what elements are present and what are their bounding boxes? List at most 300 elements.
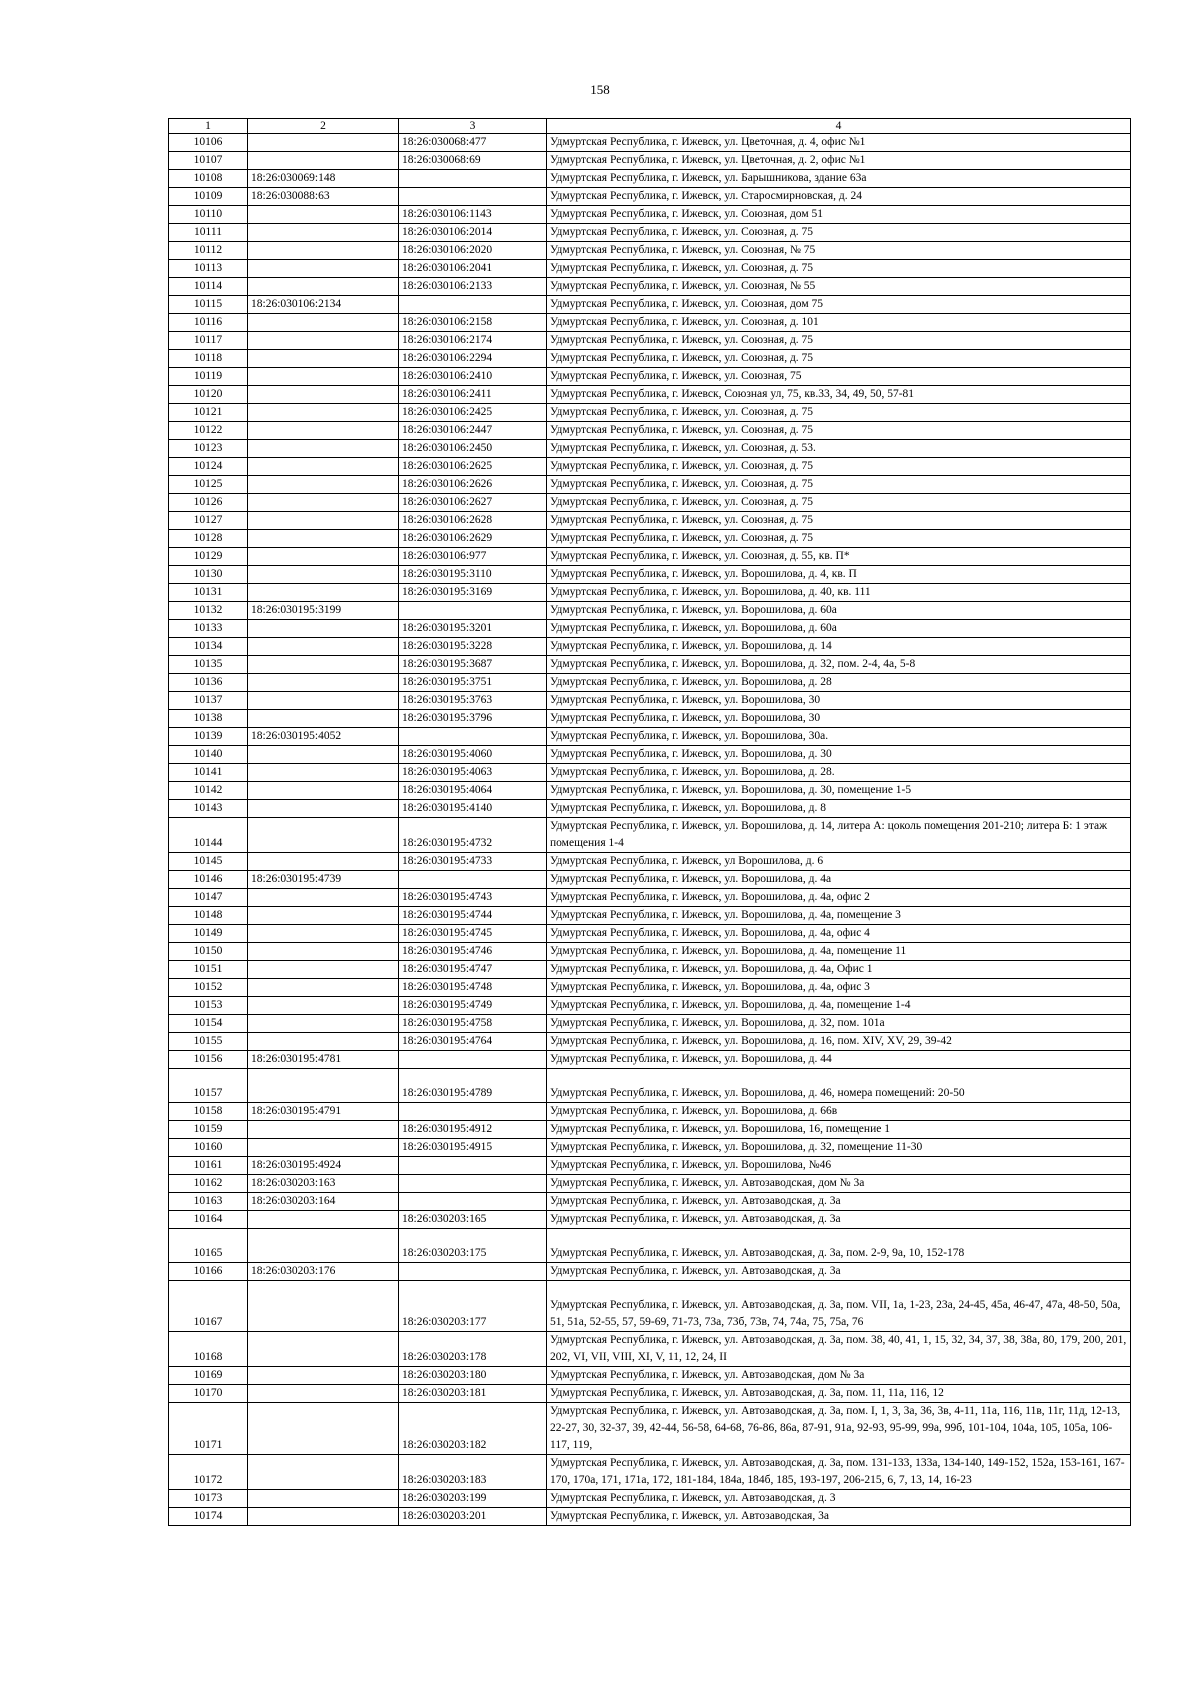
table-row xyxy=(169,1103,1131,1121)
table-row xyxy=(169,853,1131,871)
table-row xyxy=(169,548,1131,566)
row-number: 10114 xyxy=(169,278,248,296)
address: Удмуртская Республика, г. Ижевск, ул. Союзная, д. 75 xyxy=(547,260,1131,278)
cadastral-number-building xyxy=(248,314,399,332)
cadastral-number-building xyxy=(248,692,399,710)
table-row xyxy=(169,566,1131,584)
table-row xyxy=(169,620,1131,638)
cadastral-number-building xyxy=(248,260,399,278)
table-row xyxy=(169,1385,1131,1403)
cadastral-number-premises: 18:26:030195:4912 xyxy=(399,1121,547,1139)
table-row xyxy=(169,1403,1131,1455)
cadastral-number-premises: 18:26:030106:1143 xyxy=(399,206,547,224)
cadastral-number-building xyxy=(248,566,399,584)
cadastral-number-premises: 18:26:030068:69 xyxy=(399,152,547,170)
cadastral-number-building: 18:26:030106:2134 xyxy=(248,296,399,314)
table-row xyxy=(169,1332,1131,1367)
table-row xyxy=(169,746,1131,764)
table-row xyxy=(169,961,1131,979)
address: Удмуртская Республика, г. Ижевск, ул. Союзная, д. 55, кв. П* xyxy=(547,548,1131,566)
cadastral-number-building xyxy=(248,710,399,728)
table-row xyxy=(169,242,1131,260)
cadastral-number-premises: 18:26:030195:4063 xyxy=(399,764,547,782)
address: Удмуртская Республика, г. Ижевск, ул. Ворошилова, д. 66в xyxy=(547,1103,1131,1121)
row-number: 10123 xyxy=(169,440,248,458)
cadastral-number-premises: 18:26:030195:3763 xyxy=(399,692,547,710)
address: Удмуртская Республика, г. Ижевск, ул. Автозаводская, д. 3а, пом. 38, 40, 41, 1, 15, 32, 34, 37, 38, 38а, 80, 179, 200, 201, 202, VI, VII, VIII, XI, V, 11, 12, 24, II xyxy=(547,1332,1131,1367)
address: Удмуртская Республика, г. Ижевск, ул. Союзная, № 75 xyxy=(547,242,1131,260)
cadastral-number-premises: 18:26:030195:4748 xyxy=(399,979,547,997)
cadastral-number-premises: 18:26:030106:2133 xyxy=(399,278,547,296)
row-number: 10139 xyxy=(169,728,248,746)
table-row xyxy=(169,1033,1131,1051)
cadastral-number-premises: 18:26:030106:2628 xyxy=(399,512,547,530)
address: Удмуртская Республика, г. Ижевск, ул Ворошилова, д. 6 xyxy=(547,853,1131,871)
cadastral-number-building xyxy=(248,548,399,566)
cadastral-number-premises xyxy=(399,188,547,206)
row-number: 10149 xyxy=(169,925,248,943)
row-number: 10145 xyxy=(169,853,248,871)
row-number: 10165 xyxy=(169,1229,248,1263)
address: Удмуртская Республика, г. Ижевск, ул. Союзная, 75 xyxy=(547,368,1131,386)
address: Удмуртская Республика, г. Ижевск, ул. Союзная, д. 75 xyxy=(547,530,1131,548)
cadastral-number-premises: 18:26:030203:181 xyxy=(399,1385,547,1403)
cadastral-number-premises: 18:26:030106:2627 xyxy=(399,494,547,512)
cadastral-number-building xyxy=(248,404,399,422)
cadastral-number-building xyxy=(248,224,399,242)
address: Удмуртская Республика, г. Ижевск, ул. Ворошилова, д. 4а, помещение 11 xyxy=(547,943,1131,961)
header-col-1: 1 xyxy=(169,119,248,134)
cadastral-number-premises xyxy=(399,1051,547,1069)
cadastral-number-building xyxy=(248,674,399,692)
cadastral-number-building xyxy=(248,979,399,997)
cadastral-number-premises xyxy=(399,1175,547,1193)
cadastral-number-building: 18:26:030195:4052 xyxy=(248,728,399,746)
row-number: 10148 xyxy=(169,907,248,925)
cadastral-number-premises xyxy=(399,296,547,314)
cadastral-number-premises xyxy=(399,170,547,188)
cadastral-number-premises: 18:26:030203:165 xyxy=(399,1211,547,1229)
cadastral-number-building xyxy=(248,206,399,224)
cadastral-number-building: 18:26:030195:4924 xyxy=(248,1157,399,1175)
cadastral-number-premises xyxy=(399,728,547,746)
cadastral-number-building xyxy=(248,440,399,458)
row-number: 10129 xyxy=(169,548,248,566)
row-number: 10155 xyxy=(169,1033,248,1051)
table-row xyxy=(169,278,1131,296)
row-number: 10133 xyxy=(169,620,248,638)
table-row xyxy=(169,332,1131,350)
cadastral-number-building xyxy=(248,1211,399,1229)
table-row xyxy=(169,584,1131,602)
cadastral-number-building xyxy=(248,134,399,152)
row-number: 10121 xyxy=(169,404,248,422)
address: Удмуртская Республика, г. Ижевск, ул. Ворошилова, д. 4а, помещение 1-4 xyxy=(547,997,1131,1015)
row-number: 10140 xyxy=(169,746,248,764)
address: Удмуртская Республика, г. Ижевск, ул. Ворошилова, д. 14, литера А: цоколь помещения 201-210; литера Б: 1 этаж помещения 1-4 xyxy=(547,818,1131,853)
row-number: 10170 xyxy=(169,1385,248,1403)
cadastral-number-premises: 18:26:030195:3796 xyxy=(399,710,547,728)
cadastral-number-premises: 18:26:030195:4064 xyxy=(399,782,547,800)
cadastral-number-premises: 18:26:030203:199 xyxy=(399,1490,547,1508)
table-row xyxy=(169,782,1131,800)
address: Удмуртская Республика, г. Ижевск, ул. Союзная, д. 53. xyxy=(547,440,1131,458)
address: Удмуртская Республика, г. Ижевск, ул. Ворошилова, д. 14 xyxy=(547,638,1131,656)
cadastral-number-premises: 18:26:030195:4745 xyxy=(399,925,547,943)
table-row xyxy=(169,889,1131,907)
table-row xyxy=(169,818,1131,853)
address: Удмуртская Республика, г. Ижевск, ул. Автозаводская, д. 3а xyxy=(547,1193,1131,1211)
table-row xyxy=(169,907,1131,925)
row-number: 10137 xyxy=(169,692,248,710)
address: Удмуртская Республика, г. Ижевск, ул. Ворошилова, №46 xyxy=(547,1157,1131,1175)
row-number: 10151 xyxy=(169,961,248,979)
row-number: 10157 xyxy=(169,1069,248,1103)
address: Удмуртская Республика, г. Ижевск, ул. Союзная, д. 75 xyxy=(547,476,1131,494)
cadastral-number-building xyxy=(248,476,399,494)
cadastral-number-premises: 18:26:030195:4140 xyxy=(399,800,547,818)
table-row xyxy=(169,404,1131,422)
cadastral-number-building xyxy=(248,782,399,800)
cadastral-number-building xyxy=(248,1139,399,1157)
cadastral-number-building xyxy=(248,494,399,512)
address: Удмуртская Республика, г. Ижевск, ул. Союзная, д. 75 xyxy=(547,404,1131,422)
table-row xyxy=(169,170,1131,188)
row-number: 10125 xyxy=(169,476,248,494)
cadastral-number-premises xyxy=(399,1157,547,1175)
row-number: 10161 xyxy=(169,1157,248,1175)
row-number: 10143 xyxy=(169,800,248,818)
address: Удмуртская Республика, г. Ижевск, ул. Автозаводская, 3а xyxy=(547,1508,1131,1526)
table-row xyxy=(169,1367,1131,1385)
table-row xyxy=(169,188,1131,206)
table-row xyxy=(169,1015,1131,1033)
table-row xyxy=(169,386,1131,404)
cadastral-number-premises xyxy=(399,1263,547,1281)
cadastral-number-premises: 18:26:030203:180 xyxy=(399,1367,547,1385)
registry-table xyxy=(168,118,1131,1526)
address: Удмуртская Республика, г. Ижевск, ул. Ворошилова, д. 4а, Офис 1 xyxy=(547,961,1131,979)
row-number: 10112 xyxy=(169,242,248,260)
cadastral-number-building xyxy=(248,656,399,674)
cadastral-number-building xyxy=(248,961,399,979)
table-row xyxy=(169,134,1131,152)
cadastral-number-premises: 18:26:030195:3228 xyxy=(399,638,547,656)
row-number: 10156 xyxy=(169,1051,248,1069)
cadastral-number-building: 18:26:030195:3199 xyxy=(248,602,399,620)
address: Удмуртская Республика, г. Ижевск, ул. Автозаводская, дом № 3а xyxy=(547,1367,1131,1385)
cadastral-number-premises: 18:26:030195:3751 xyxy=(399,674,547,692)
table-row xyxy=(169,800,1131,818)
address: Удмуртская Республика, г. Ижевск, ул. Ворошилова, 30 xyxy=(547,710,1131,728)
address: Удмуртская Республика, г. Ижевск, ул. Ворошилова, д. 32, помещение 11-30 xyxy=(547,1139,1131,1157)
cadastral-number-building xyxy=(248,584,399,602)
cadastral-number-building xyxy=(248,620,399,638)
cadastral-number-premises: 18:26:030068:477 xyxy=(399,134,547,152)
cadastral-number-premises: 18:26:030106:2020 xyxy=(399,242,547,260)
table-row xyxy=(169,350,1131,368)
page-number: 158 xyxy=(590,82,610,97)
cadastral-number-premises: 18:26:030195:4733 xyxy=(399,853,547,871)
cadastral-number-premises: 18:26:030203:178 xyxy=(399,1332,547,1367)
row-number: 10122 xyxy=(169,422,248,440)
cadastral-number-premises: 18:26:030106:2411 xyxy=(399,386,547,404)
row-number: 10158 xyxy=(169,1103,248,1121)
row-number: 10144 xyxy=(169,818,248,853)
row-number: 10115 xyxy=(169,296,248,314)
cadastral-number-premises: 18:26:030195:4743 xyxy=(399,889,547,907)
address: Удмуртская Республика, г. Ижевск, ул. Ворошилова, д. 16, пом. XIV, XV, 29, 39-42 xyxy=(547,1033,1131,1051)
address: Удмуртская Республика, г. Ижевск, ул. Ворошилова, д. 4а, офис 3 xyxy=(547,979,1131,997)
row-number: 10166 xyxy=(169,1263,248,1281)
cadastral-number-building xyxy=(248,1121,399,1139)
row-number: 10142 xyxy=(169,782,248,800)
row-number: 10154 xyxy=(169,1015,248,1033)
cadastral-number-building xyxy=(248,746,399,764)
cadastral-number-building xyxy=(248,1332,399,1367)
table-row xyxy=(169,1508,1131,1526)
cadastral-number-premises: 18:26:030106:2158 xyxy=(399,314,547,332)
cadastral-number-building xyxy=(248,386,399,404)
cadastral-number-building xyxy=(248,1508,399,1526)
cadastral-number-premises: 18:26:030106:2174 xyxy=(399,332,547,350)
cadastral-number-premises: 18:26:030195:4758 xyxy=(399,1015,547,1033)
cadastral-number-building xyxy=(248,800,399,818)
address: Удмуртская Республика, г. Ижевск, ул. Ворошилова, 30 xyxy=(547,692,1131,710)
table-row xyxy=(169,997,1131,1015)
table-row xyxy=(169,674,1131,692)
row-number: 10171 xyxy=(169,1403,248,1455)
row-number: 10132 xyxy=(169,602,248,620)
cadastral-number-building: 18:26:030203:176 xyxy=(248,1263,399,1281)
row-number: 10174 xyxy=(169,1508,248,1526)
cadastral-number-building: 18:26:030203:164 xyxy=(248,1193,399,1211)
cadastral-number-building xyxy=(248,368,399,386)
row-number: 10169 xyxy=(169,1367,248,1385)
table-row xyxy=(169,458,1131,476)
address: Удмуртская Республика, г. Ижевск, ул. Ворошилова, д. 30, помещение 1-5 xyxy=(547,782,1131,800)
table-row xyxy=(169,152,1131,170)
cadastral-number-premises: 18:26:030195:4060 xyxy=(399,746,547,764)
cadastral-number-premises: 18:26:030106:977 xyxy=(399,548,547,566)
cadastral-number-building xyxy=(248,1367,399,1385)
cadastral-number-premises: 18:26:030106:2629 xyxy=(399,530,547,548)
address: Удмуртская Республика, г. Ижевск, ул. Ворошилова, д. 60а xyxy=(547,602,1131,620)
row-number: 10173 xyxy=(169,1490,248,1508)
address: Удмуртская Республика, г. Ижевск, ул. Союзная, д. 101 xyxy=(547,314,1131,332)
cadastral-number-premises: 18:26:030195:3201 xyxy=(399,620,547,638)
address: Удмуртская Республика, г. Ижевск, ул. Цветочная, д. 4, офис №1 xyxy=(547,134,1131,152)
cadastral-number-building xyxy=(248,350,399,368)
table-row xyxy=(169,602,1131,620)
table-row xyxy=(169,422,1131,440)
row-number: 10118 xyxy=(169,350,248,368)
cadastral-number-building: 18:26:030195:4781 xyxy=(248,1051,399,1069)
cadastral-number-building xyxy=(248,925,399,943)
cadastral-number-building xyxy=(248,1455,399,1490)
cadastral-number-premises: 18:26:030195:3169 xyxy=(399,584,547,602)
cadastral-number-premises: 18:26:030195:4747 xyxy=(399,961,547,979)
table-header-row xyxy=(169,119,1131,134)
row-number: 10117 xyxy=(169,332,248,350)
row-number: 10108 xyxy=(169,170,248,188)
cadastral-number-building xyxy=(248,638,399,656)
table-row xyxy=(169,1211,1131,1229)
address: Удмуртская Республика, г. Ижевск, ул. Ворошилова, д. 4а, офис 2 xyxy=(547,889,1131,907)
row-number: 10110 xyxy=(169,206,248,224)
table-row xyxy=(169,1121,1131,1139)
row-number: 10113 xyxy=(169,260,248,278)
row-number: 10141 xyxy=(169,764,248,782)
row-number: 10106 xyxy=(169,134,248,152)
table-row xyxy=(169,728,1131,746)
cadastral-number-building xyxy=(248,1385,399,1403)
row-number: 10124 xyxy=(169,458,248,476)
address: Удмуртская Республика, г. Ижевск, ул. Ворошилова, д. 30 xyxy=(547,746,1131,764)
table-row xyxy=(169,1193,1131,1211)
row-number: 10119 xyxy=(169,368,248,386)
cadastral-number-building xyxy=(248,853,399,871)
row-number: 10135 xyxy=(169,656,248,674)
address: Удмуртская Республика, г. Ижевск, ул. Автозаводская, д. 3а xyxy=(547,1211,1131,1229)
cadastral-number-building xyxy=(248,764,399,782)
address: Удмуртская Республика, г. Ижевск, Союзная ул, 75, кв.33, 34, 49, 50, 57-81 xyxy=(547,386,1131,404)
table-row xyxy=(169,1229,1131,1263)
cadastral-number-premises xyxy=(399,1193,547,1211)
address: Удмуртская Республика, г. Ижевск, ул. Союзная, д. 75 xyxy=(547,350,1131,368)
row-number: 10126 xyxy=(169,494,248,512)
table-row xyxy=(169,1490,1131,1508)
cadastral-number-premises: 18:26:030106:2447 xyxy=(399,422,547,440)
table-row xyxy=(169,494,1131,512)
cadastral-number-building xyxy=(248,1229,399,1263)
cadastral-number-premises: 18:26:030106:2041 xyxy=(399,260,547,278)
table-row xyxy=(169,1281,1131,1332)
table-row xyxy=(169,1051,1131,1069)
row-number: 10138 xyxy=(169,710,248,728)
row-number: 10172 xyxy=(169,1455,248,1490)
address: Удмуртская Республика, г. Ижевск, ул. Автозаводская, д. 3 xyxy=(547,1490,1131,1508)
address: Удмуртская Республика, г. Ижевск, ул. Союзная, д. 75 xyxy=(547,224,1131,242)
cadastral-number-premises: 18:26:030195:4746 xyxy=(399,943,547,961)
row-number: 10162 xyxy=(169,1175,248,1193)
cadastral-number-building xyxy=(248,278,399,296)
cadastral-number-premises: 18:26:030195:4744 xyxy=(399,907,547,925)
cadastral-number-premises: 18:26:030203:201 xyxy=(399,1508,547,1526)
row-number: 10163 xyxy=(169,1193,248,1211)
address: Удмуртская Республика, г. Ижевск, ул. Союзная, д. 75 xyxy=(547,512,1131,530)
cadastral-number-building xyxy=(248,242,399,260)
header-col-3: 3 xyxy=(399,119,547,134)
row-number: 10131 xyxy=(169,584,248,602)
cadastral-number-building: 18:26:030069:148 xyxy=(248,170,399,188)
cadastral-number-premises: 18:26:030106:2294 xyxy=(399,350,547,368)
cadastral-number-building xyxy=(248,889,399,907)
cadastral-number-building: 18:26:030195:4791 xyxy=(248,1103,399,1121)
cadastral-number-premises xyxy=(399,871,547,889)
address: Удмуртская Республика, г. Ижевск, ул. Ворошилова, д. 40, кв. 111 xyxy=(547,584,1131,602)
address: Удмуртская Республика, г. Ижевск, ул. Союзная, д. 75 xyxy=(547,494,1131,512)
row-number: 10107 xyxy=(169,152,248,170)
table-row xyxy=(169,206,1131,224)
address: Удмуртская Республика, г. Ижевск, ул. Ворошилова, д. 8 xyxy=(547,800,1131,818)
cadastral-number-building xyxy=(248,943,399,961)
row-number: 10167 xyxy=(169,1281,248,1332)
address: Удмуртская Республика, г. Ижевск, ул. Ворошилова, 30а. xyxy=(547,728,1131,746)
cadastral-number-premises: 18:26:030203:175 xyxy=(399,1229,547,1263)
row-number: 10152 xyxy=(169,979,248,997)
address: Удмуртская Республика, г. Ижевск, ул. Ворошилова, д. 28 xyxy=(547,674,1131,692)
table-row xyxy=(169,314,1131,332)
address: Удмуртская Республика, г. Ижевск, ул. Союзная, д. 75 xyxy=(547,458,1131,476)
address: Удмуртская Республика, г. Ижевск, ул. Ворошилова, д. 46, номера помещений: 20-50 xyxy=(547,1069,1131,1103)
table-row xyxy=(169,638,1131,656)
table-row xyxy=(169,296,1131,314)
cadastral-number-building xyxy=(248,458,399,476)
row-number: 10150 xyxy=(169,943,248,961)
row-number: 10168 xyxy=(169,1332,248,1367)
cadastral-number-building xyxy=(248,1015,399,1033)
cadastral-number-premises: 18:26:030203:183 xyxy=(399,1455,547,1490)
cadastral-number-premises xyxy=(399,1103,547,1121)
table-row xyxy=(169,1455,1131,1490)
header-col-2: 2 xyxy=(248,119,399,134)
cadastral-number-building xyxy=(248,332,399,350)
table-row xyxy=(169,368,1131,386)
row-number: 10136 xyxy=(169,674,248,692)
cadastral-number-premises: 18:26:030195:4915 xyxy=(399,1139,547,1157)
row-number: 10127 xyxy=(169,512,248,530)
table-row xyxy=(169,1157,1131,1175)
table-row xyxy=(169,1069,1131,1103)
cadastral-number-building xyxy=(248,1069,399,1103)
table-row xyxy=(169,925,1131,943)
table-row xyxy=(169,979,1131,997)
address: Удмуртская Республика, г. Ижевск, ул. Ворошилова, д. 44 xyxy=(547,1051,1131,1069)
cadastral-number-building: 18:26:030195:4739 xyxy=(248,871,399,889)
table-row xyxy=(169,1139,1131,1157)
row-number: 10128 xyxy=(169,530,248,548)
cadastral-number-building xyxy=(248,997,399,1015)
address: Удмуртская Республика, г. Ижевск, ул. Ворошилова, д. 28. xyxy=(547,764,1131,782)
row-number: 10109 xyxy=(169,188,248,206)
row-number: 10160 xyxy=(169,1139,248,1157)
table-row xyxy=(169,710,1131,728)
cadastral-number-premises: 18:26:030106:2625 xyxy=(399,458,547,476)
table-row xyxy=(169,512,1131,530)
table-row xyxy=(169,656,1131,674)
address: Удмуртская Республика, г. Ижевск, ул. Союзная, дом 51 xyxy=(547,206,1131,224)
header-col-4: 4 xyxy=(547,119,1131,134)
cadastral-number-building xyxy=(248,1403,399,1455)
cadastral-number-premises: 18:26:030195:4749 xyxy=(399,997,547,1015)
row-number: 10134 xyxy=(169,638,248,656)
address: Удмуртская Республика, г. Ижевск, ул. Автозаводская, д. 3а, пом. I, 1, 3, 3а, 36, 3в, 4-11, 11а, 116, 11в, 11г, 11д, 12-13, 22-27, 30, 32-37, 39, 42-44, 56-58, 64-68, 76-86, 86а, 87-91, 91а, 92-93, 95-99, 99а, 99б, 101-104, 104а, 105, 105а, 106-117, 119, xyxy=(547,1403,1131,1455)
table-row xyxy=(169,692,1131,710)
cadastral-number-premises: 18:26:030203:182 xyxy=(399,1403,547,1455)
row-number: 10153 xyxy=(169,997,248,1015)
row-number: 10159 xyxy=(169,1121,248,1139)
table-row xyxy=(169,1263,1131,1281)
address: Удмуртская Республика, г. Ижевск, ул. Союзная, дом 75 xyxy=(547,296,1131,314)
address: Удмуртская Республика, г. Ижевск, ул. Союзная, д. 75 xyxy=(547,332,1131,350)
address: Удмуртская Республика, г. Ижевск, ул. Союзная, д. 75 xyxy=(547,422,1131,440)
table-row xyxy=(169,1175,1131,1193)
address: Удмуртская Республика, г. Ижевск, ул. Автозаводская, д. 3а, пом. 131-133, 133а, 134-140, 149-152, 152а, 153-161, 167-170, 170а, 171, 171а, 172, 181-184, 184а, 184б, 185, 193-197, 206-215, 6, 7, 13, 14, 16-23 xyxy=(547,1455,1131,1490)
table-row xyxy=(169,764,1131,782)
address: Удмуртская Республика, г. Ижевск, ул. Ворошилова, д. 4а xyxy=(547,871,1131,889)
table-row xyxy=(169,530,1131,548)
